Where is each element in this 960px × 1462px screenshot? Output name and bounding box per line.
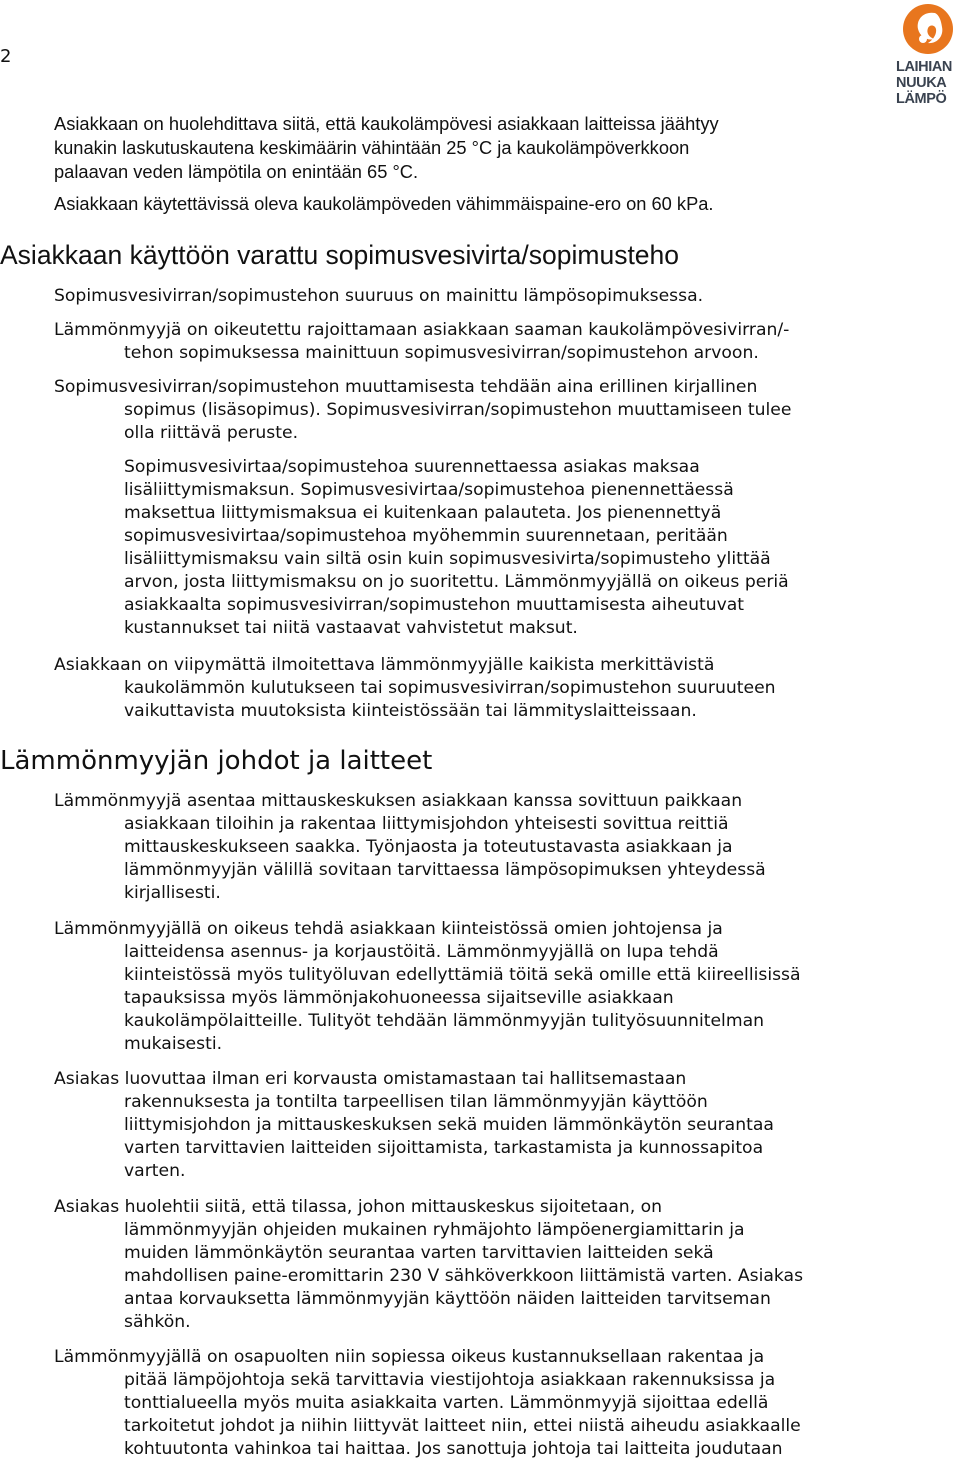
company-logo [896, 3, 960, 109]
text-line: olla riittävä peruste. [124, 423, 299, 443]
intro-paragraph [0, 112, 954, 184]
paragraph [0, 654, 900, 723]
text-line: Lämmönmyyjällä on osapuolten niin sopiessa oikeus kustannuksellaan rakentaa ja [54, 1347, 765, 1367]
text-line: muiden lämmönkäytön seurantaa varten tarvittavien laitteiden sekä [124, 1243, 714, 1263]
text-line: varten tarvittavien laitteiden sijoittamista, tarkastamista ja kunnossapitoa [124, 1138, 764, 1158]
text-line: antaa korvauksetta lämmönmyyjän käyttöön näiden laitteiden tarvitseman [124, 1289, 771, 1309]
paragraph [0, 1196, 900, 1334]
text-line: sopimusvesivirtaa/sopimustehoa myöhemmin suurennetaan, peritään [124, 526, 728, 546]
text-line: kaukolämpölaitteille. Tulityöt tehdään lämmönmyyjän tulityösuunnitelman [124, 1011, 764, 1031]
text-line: Lämmönmyyjä asentaa mittauskeskuksen asiakkaan kanssa sovittuun paikkaan [54, 791, 743, 811]
text-line: mittauskeskukseen saakka. Työnjaosta ja toteutustavasta asiakkaan ja [124, 837, 733, 857]
text-line: kustannukset tai niitä vastaavat vahvistetut maksut. [124, 618, 578, 638]
text-line: pitää lämpöjohtoja sekä tarvittavia viestijohtoja asiakkaan rakennuksissa ja [124, 1370, 776, 1390]
text-line: laitteidensa asennus- ja korjaustöitä. Lämmönmyyjällä on lupa tehdä [124, 942, 719, 962]
text-line: rakennuksesta ja tontilta tarpeellisen tilan lämmönmyyjän käyttöön [124, 1092, 708, 1112]
text-line: Sopimusvesivirran/sopimustehon suuruus on mainittu lämpösopimuksessa. [54, 286, 704, 306]
paragraph [0, 1346, 900, 1461]
paragraph [0, 1068, 900, 1183]
text-line: lisäliittymismaksun. Sopimusvesivirtaa/sopimustehoa pienennettäessä [124, 480, 734, 500]
paragraph [0, 285, 900, 308]
text-line: asiakkaalta sopimusvesivirran/sopimustehon muuttamisesta aiheutuvat [124, 595, 745, 615]
text-line: Lämmönmyyjä on oikeutettu rajoittamaan asiakkaan saaman kaukolämpövesivirran/- [54, 320, 790, 340]
text-line: arvon, josta liittymismaksu on jo suoritettu. Lämmönmyyjällä on oikeus periä [124, 572, 789, 592]
squirrel-logo-icon [902, 3, 954, 55]
text-line: Sopimusvesivirtaa/sopimustehoa suurennettaessa asiakas maksaa [124, 457, 700, 477]
text-line: kohtuutonta vahinkoa tai haittaa. Jos sanottuja johtoja tai laitteita joudutaan [124, 1439, 783, 1459]
logo-text-line: NUUKA [896, 75, 947, 91]
text-line: maksettua liittymismaksua ei kuitenkaan palauteta. Jos pienennettyä [124, 503, 722, 523]
section-heading: Asiakkaan käyttöön varattu sopimusvesivirta/sopimusteho [0, 240, 680, 270]
text-line: tapauksissa myös lämmönjakohuoneessa sijaitseville asiakkaan [124, 988, 674, 1008]
text-line: Asiakkaan on huolehdittava siitä, että kaukolämpövesi asiakkaan laitteissa jäähtyy [54, 113, 719, 134]
paragraph [0, 319, 900, 365]
page-number: 2 [0, 46, 12, 67]
text-line: lämmönmyyjän ohjeiden mukainen ryhmäjohto lämpöenergiamittarin ja [124, 1220, 745, 1240]
text-line: tehon sopimuksessa mainittuun sopimusvesivirran/sopimustehon arvoon. [124, 343, 759, 363]
text-line: Sopimusvesivirran/sopimustehon muuttamisesta tehdään aina erillinen kirjallinen [54, 377, 758, 397]
pressure-note [0, 192, 954, 216]
logo-text-line: LÄMPÖ [896, 91, 947, 107]
text-line: lisäliittymismaksu vain siltä osin kuin sopimusvesivirta/sopimusteho ylittää [124, 549, 771, 569]
text-line: sähkön. [124, 1312, 191, 1332]
text-line: mukaisesti. [124, 1034, 223, 1054]
text-line: tonttialueella myös muita asiakkaita varten. Lämmönmyyjä sijoittaa edellä [124, 1393, 769, 1413]
text-line: mahdollisen paine-eromittarin 230 V sähköverkkoon liittämistä varten. Asiakas [124, 1266, 804, 1286]
paragraph [0, 918, 900, 1056]
text-line: Asiakas huolehtii siitä, että tilassa, johon mittauskeskus sijoitetaan, on [54, 1197, 663, 1217]
text-line: vaikuttavista muutoksista kiinteistössään tai lämmityslaitteissaan. [124, 701, 697, 721]
paragraph [0, 790, 900, 905]
text-line: palaavan veden lämpötila on enintään 65 °C. [54, 161, 419, 182]
text-line: kaukolämmön kulutukseen tai sopimusvesivirran/sopimustehon suuruuteen [124, 678, 776, 698]
text-line: lämmönmyyjän välillä sovitaan tarvittaessa lämpösopimuksen yhteydessä [124, 860, 766, 880]
text-line: liittymisjohdon ja mittauskeskuksen sekä muiden lämmönkäytön seurantaa [124, 1115, 774, 1135]
text-line: kiinteistössä myös tulityöluvan edellyttämiä töitä sekä omille että kiireellisissä [124, 965, 801, 985]
text-line: Asiakas luovuttaa ilman eri korvausta omistamastaan tai hallitsemastaan [54, 1069, 687, 1089]
text-line: tarkoitetut johdot ja niihin liittyvät laitteet niin, ettei niistä aiheudu asiakkaalle [124, 1416, 801, 1436]
text-line: Asiakkaan on viipymättä ilmoitettava lämmönmyyjälle kaikista merkittävistä [54, 655, 715, 675]
section-heading: Lämmönmyyjän johdot ja laitteet [0, 746, 433, 776]
paragraph [0, 456, 900, 640]
text-line: varten. [124, 1161, 186, 1181]
logo-text-line: LAIHIAN [896, 59, 953, 75]
text-line: kunakin laskutuskautena keskimäärin vähintään 25 °C ja kaukolämpöverkkoon [54, 137, 690, 158]
text-line: Asiakkaan käytettävissä oleva kaukolämpöveden vähimmäispaine-ero on 60 kPa. [54, 193, 714, 214]
text-line: asiakkaan tiloihin ja rakentaa liittymisjohdon yhteisesti sovittua reittiä [124, 814, 729, 834]
text-line: sopimus (lisäsopimus). Sopimusvesivirran/sopimustehon muuttamiseen tulee [124, 400, 792, 420]
text-line: kirjallisesti. [124, 883, 221, 903]
text-line: Lämmönmyyjällä on oikeus tehdä asiakkaan kiinteistössä omien johtojensa ja [54, 919, 723, 939]
paragraph [0, 376, 900, 445]
